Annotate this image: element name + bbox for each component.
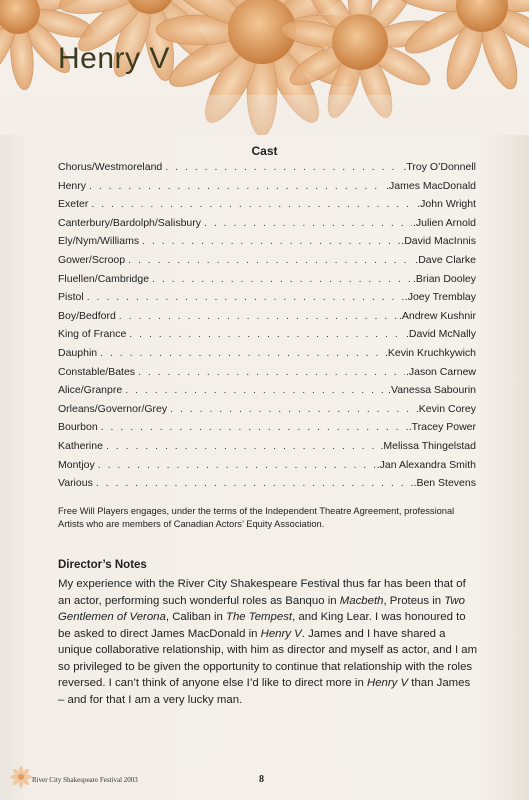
notes-play-title: The Tempest [226, 611, 293, 623]
cast-row [58, 347, 476, 366]
directors-notes-body [58, 576, 478, 708]
cast-row [58, 291, 476, 310]
cast-role: Henry [58, 179, 87, 192]
dot-leader [96, 477, 413, 489]
dot-leader [106, 440, 380, 452]
dot-leader [129, 328, 405, 340]
cast-role: Exeter [58, 198, 89, 211]
notes-text: , and King Lear. I was honoured to be asked to direct James MacDonald in [58, 611, 466, 640]
cast-role: Pistol [58, 291, 84, 304]
cast-role: Canterbury/Bardolph/Salisbury [58, 216, 201, 229]
notes-text: My experience with the River City Shakespeare Festival thus far has been that of an actor, performing such wonderful roles as Banquo in [58, 578, 466, 607]
cast-row [58, 217, 476, 236]
cast-actor: .David MacInnis [401, 235, 476, 248]
dot-leader [119, 310, 398, 322]
cast-row [58, 198, 476, 217]
dot-leader [165, 161, 402, 173]
small-flower-icon [10, 766, 32, 793]
cast-role: Dauphin [58, 346, 98, 359]
cast-row [58, 273, 476, 292]
cast-role: Fluellen/Cambridge [58, 272, 150, 285]
cast-actor: .Dave Clarke [415, 253, 476, 266]
page-number: 8 [259, 774, 264, 785]
cast-role: Alice/Granpre [58, 384, 123, 397]
cast-actor: .James MacDonald [386, 179, 476, 192]
notes-play-title: Two Gentlemen of Verona [58, 594, 465, 623]
cast-role: Chorus/Westmoreland [58, 161, 163, 173]
dot-leader [91, 198, 416, 210]
cast-actor: .Brian Dooley [412, 272, 476, 285]
cast-actor: .Melissa Thingelstad [380, 439, 476, 452]
cast-row [58, 421, 476, 440]
cast-actor: .Andrew Kushnir [398, 309, 476, 322]
footer-festival-name: River City Shakespeare Festival 2003 [32, 776, 138, 784]
cast-actor: .Joey Tremblay [404, 291, 476, 304]
dot-leader [152, 273, 412, 285]
dot-leader [98, 459, 376, 471]
cast-role: Katherine [58, 439, 103, 452]
cast-actor: .Jan Alexandra Smith [376, 458, 476, 471]
cast-actor: .David McNally [405, 328, 476, 341]
cast-row [58, 328, 476, 347]
notes-text: , Proteus in [383, 594, 445, 607]
notes-play-title: Henry V [366, 677, 409, 689]
notes-text: . James and I have shared a unique collaborative relationship, with him as director and myself as actor, and I am so privileged to be given the opportunity to continue that relationship with the roles reversed. I can’t think of anyone else I’d like to direct more in [58, 627, 478, 689]
cast-role: King of France [58, 328, 127, 341]
cast-row [58, 459, 476, 478]
notes-play-title: Macbeth [339, 594, 384, 607]
notes-text: than James – and for that I am a very lucky man. [58, 677, 471, 706]
cast-role: Ely/Nym/Williams [58, 235, 140, 248]
cast-row [58, 235, 476, 254]
cast-actor: .Kevin Kruchkywich [384, 346, 476, 359]
cast-role: Constable/Bates [58, 365, 136, 378]
cast-role: Gower/Scroop [58, 253, 126, 266]
cast-role: Orleans/Governor/Grey [58, 402, 168, 415]
dot-leader [204, 217, 412, 229]
cast-row [58, 254, 476, 273]
cast-actor: .John Wright [417, 198, 476, 211]
dot-leader [138, 366, 405, 378]
cast-actor: .Ben Stevens [413, 477, 476, 490]
cast-role: Montjoy [58, 458, 95, 471]
dot-leader [128, 254, 414, 266]
cast-actor: .Troy O’Donnell [403, 161, 476, 173]
cast-heading: Cast [251, 144, 278, 158]
dot-leader [101, 421, 408, 433]
dot-leader [89, 180, 385, 192]
cast-row [58, 366, 476, 385]
cast-row [58, 440, 476, 459]
cast-row [58, 161, 476, 180]
cast-role: Boy/Bedford [58, 309, 116, 322]
cast-row [58, 310, 476, 329]
dot-leader [100, 347, 384, 359]
cast-row [58, 384, 476, 403]
cast-row [58, 403, 476, 422]
cast-row [58, 477, 476, 496]
cast-list [58, 161, 476, 496]
equity-note: Free Will Players engages, under the terms of the Independent Theatre Agreement, professional Artists who are members of Canadian Actors’ Equity Association. [58, 506, 455, 529]
cast-actor: .Vanessa Sabourin [388, 384, 476, 397]
dot-leader [87, 291, 404, 303]
cast-role: Bourbon [58, 421, 98, 434]
dot-leader [170, 403, 415, 415]
dot-leader [142, 235, 400, 247]
page-title: Henry V [58, 42, 170, 75]
notes-play-title: Henry V [260, 627, 302, 640]
cast-role: Various [58, 477, 93, 490]
cast-actor: .Julien Arnold [412, 216, 476, 229]
cast-actor: .Tracey Power [408, 421, 476, 434]
directors-notes-heading: Director’s Notes [58, 559, 147, 571]
cast-actor: .Jason Carnew [405, 365, 476, 378]
cast-row [58, 180, 476, 199]
notes-text: , Caliban in [165, 611, 227, 623]
dot-leader [125, 384, 387, 396]
cast-actor: .Kevin Corey [415, 402, 476, 415]
